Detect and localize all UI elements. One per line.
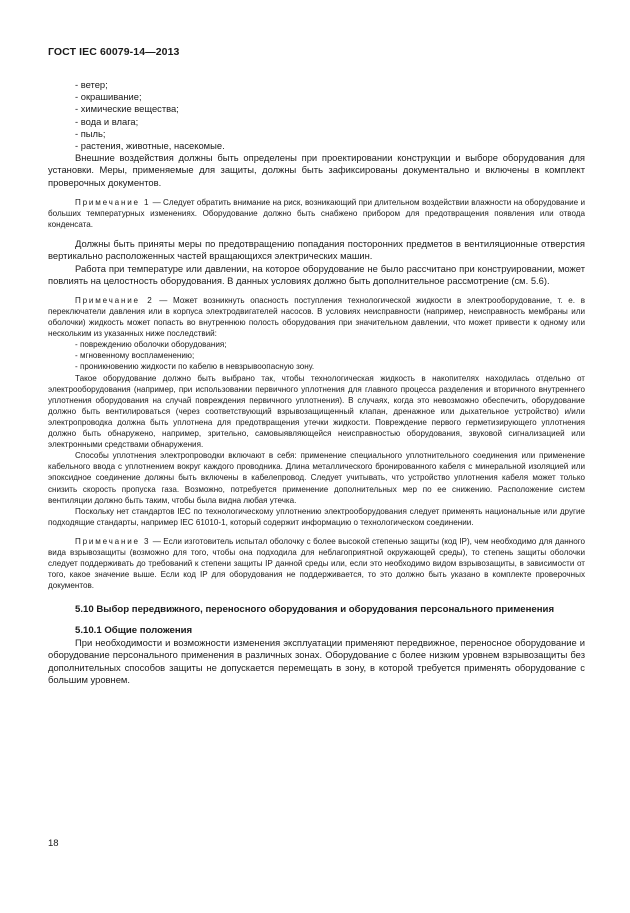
note-2-paragraph-3: Способы уплотнения электропроводки включают в себя: применение специального уплотнительного соединения или применение кабельного ввода с уплотнением вокруг каждого проводника. Длина металлического бронированного кабеля с минеральной изоляцией или эпоксидное соединение должны быть включены в кабелепровод. Следует учитывать, что устройство уплотнения кабеля может только снизить скорость пропуска газа. Возможно, потребуется применение дополнительных мер по ее снижению. Расположение систем вентиляции должно быть таким, чтобы была видна любая утечка. bbox=[48, 451, 585, 505]
note-1 bbox=[48, 197, 585, 230]
list-item: - ветер; bbox=[75, 79, 108, 90]
paragraph-mobile-equipment: При необходимости и возможности изменения эксплуатации применяют передвижное, переносное оборудование и оборудование персонального применения в различных зонах. Оборудование с более низким уровнем взрывозащиты без дополнительных способов защиты не допускается перемещать в зону, в которой требуется применять оборудование с большим уровнем. bbox=[48, 637, 585, 685]
list-item: - пыль; bbox=[75, 127, 106, 139]
note-2-paragraph-4: Поскольку нет стандартов IEC по технологическому уплотнению электрооборудования следует применять национальные или другие подходящие стандарты, например IEC 61010-1, который содержит информацию о технологическом соединении. bbox=[48, 506, 585, 527]
note-2 bbox=[48, 295, 585, 339]
influences-list bbox=[75, 79, 585, 152]
list-item: - химические вещества; bbox=[75, 103, 179, 115]
section-heading-5-10-1: 5.10.1 Общие положения bbox=[75, 624, 193, 636]
note-3-head: Примечание 3 bbox=[75, 536, 151, 546]
section-heading-5-10: 5.10 Выбор передвижного, переносного оборудования и оборудования персонального применения bbox=[75, 604, 555, 616]
note-1-text: — Следует обратить внимание на риск, возникающий при длительном воздействии влажности на оборудование и больших температурных изменениях. Оборудование должно быть снабжено прибором для предотвращения появления или отвода конденсата. bbox=[48, 197, 585, 230]
note-2-head: Примечание 2 bbox=[75, 295, 154, 305]
list-item: - вода и влага; bbox=[75, 115, 139, 127]
note-2-paragraph-2: Такое оборудование должно быть выбрано так, чтобы технологическая жидкость в накопителях находилась отдельно от электрооборудования (например, при использовании первичного уплотнения для главного процесса разделения и вторичного внутреннего уплотнения оборудования на случай повреждения первичного уплотнения). В случаях, когда это невозможно обеспечить, оборудование должно быть вентилироваться (через соответствующий взрывозащищенный клапан, дренажное или дыхательное устройство) и/или электропроводка должна быть уплотнена для предотвращения утечки жидкости. Повреждение первого герметизирующего уплотнения должно быть обнаружено, например, зрительно, самовыявляющейся неисправностью оборудования, звуковой сигнализацией или электронными средствами обнаружения. bbox=[48, 373, 585, 450]
paragraph-external-influences: Внешние воздействия должны быть определены при проектировании конструкции и выборе оборудования для установки. Меры, применяемые для защиты, должны быть зафиксированы документально и включены в комплект проверочных документов. bbox=[48, 152, 585, 188]
page-content bbox=[48, 79, 586, 686]
consequence-item: - мгновенному воспламенению; bbox=[75, 351, 195, 361]
list-item: - окрашивание; bbox=[75, 91, 142, 103]
note-3 bbox=[48, 536, 585, 591]
standard-header: ГОСТ IEC 60079-14—2013 bbox=[48, 46, 180, 58]
paragraph-foreign-objects: Должны быть приняты меры по предотвращению попадания посторонних предметов в вентиляционные отверстия вертикально расположенных частей вращающихся электрических машин. bbox=[48, 238, 585, 262]
consequence-item: - повреждению оболочки оборудования; bbox=[75, 340, 227, 350]
note-2-text: — Может возникнуть опасность поступления технологической жидкости в электрооборудование, т. е. в переключатели давления или в корпуса электродвигателей насосов. В условиях неисправности (например, неисправность мембраны или оболочки) жидкость может попасть во внутреннюю полость оборудования при значительном давлении, что может привести к одному или нескольким из указанных ниже последствий: bbox=[48, 295, 586, 339]
consequence-item: - проникновению жидкости по кабелю в невзрывоопасную зону. bbox=[75, 362, 315, 372]
page-number: 18 bbox=[48, 838, 59, 849]
note-1-head: Примечание 1 bbox=[75, 197, 151, 207]
paragraph-temperature-pressure: Работа при температуре или давлении, на которое оборудование не было рассчитано при конструировании, может повлиять на целостность оборудования. В данных условиях должно быть дополнительное рассмотрение (см. 5.6). bbox=[48, 262, 585, 286]
note-3-text: — Если изготовитель испытал оболочку с более высокой степенью защиты (код IP), чем необходимо для данного вида взрывозащиты (возможно для того, чтобы она подходила для неблагоприятной окружающей среды), то степень защиты оболочки следует поддерживать до требований к степени защиты IP данной среды или, если это необходимо видом взрывозащиты, в зависимости от того, какое значение выше. Если код IP для оборудования не поддерживается, то это должно быть указано в комплекте проверочных документов. bbox=[48, 536, 585, 591]
list-item: - растения, животные, насекомые. bbox=[75, 140, 225, 152]
